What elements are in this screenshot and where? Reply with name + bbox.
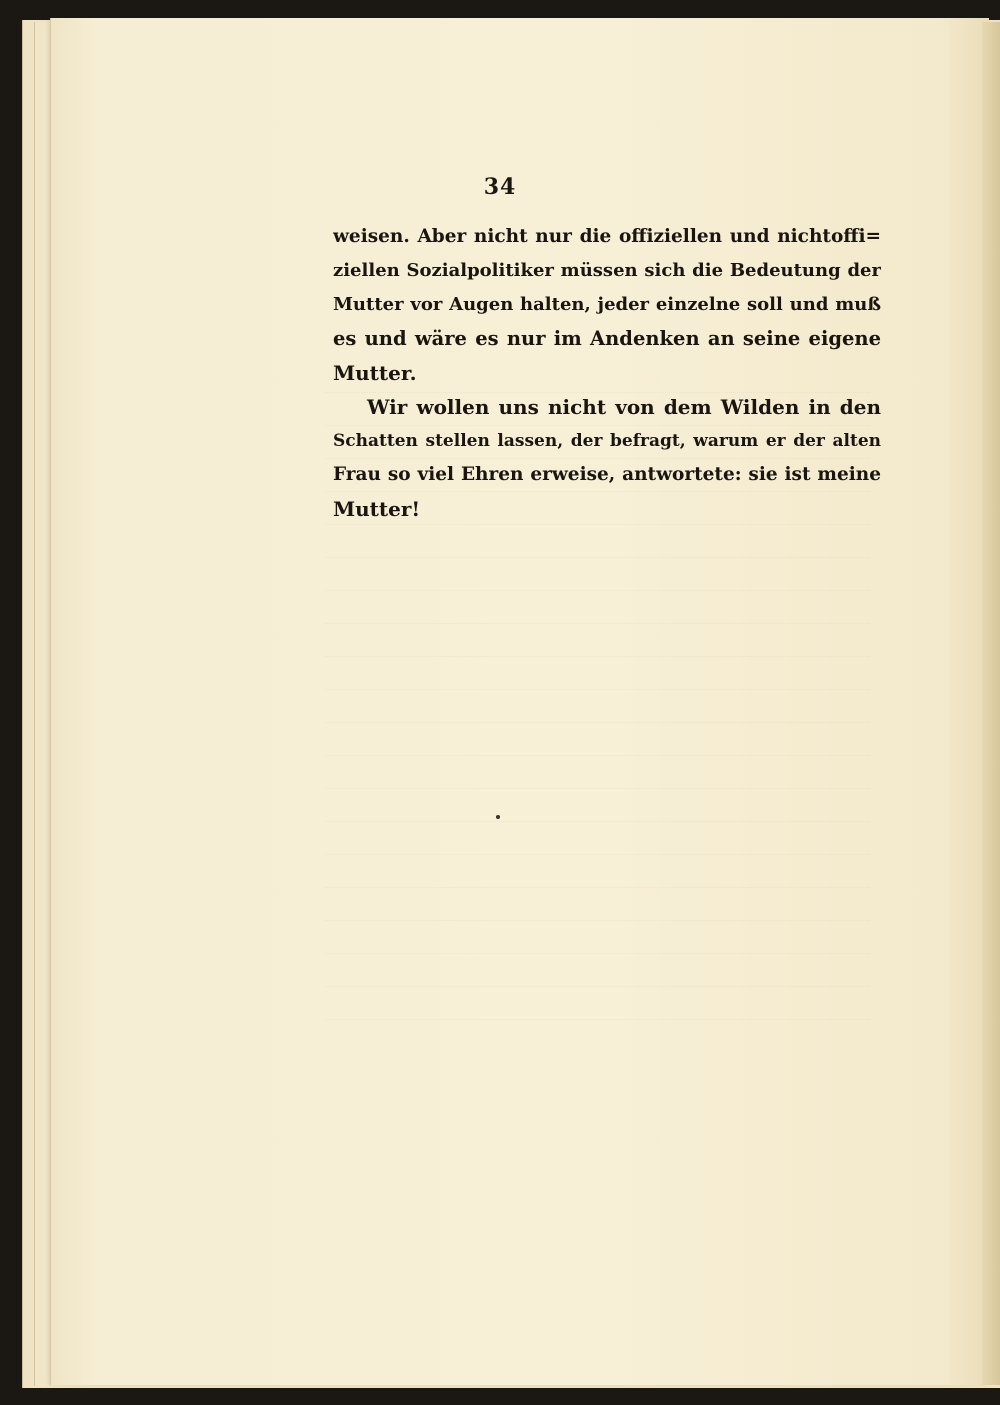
text-line: Mutter vor Augen halten, jeder einzelne soll und muß [333,294,881,315]
text-line: Mutter! [333,497,421,521]
page-number: 34 [483,174,517,200]
text-line: Frau so viel Ehren erweise, antwortete: sie ist meine [333,464,881,485]
ink-speck [496,815,500,819]
body-text [333,220,881,526]
text-line: es und wäre es nur im Andenken an seine eigene [333,327,881,350]
text-line: Mutter. [333,361,417,385]
text-line: ziellen Sozialpolitiker müssen sich die Bedeutung der [333,260,881,281]
right-page-edge [982,22,1000,1385]
text-line: Wir wollen uns nicht von dem Wilden in den [367,395,881,419]
text-line: Schatten stellen lassen, der befragt, warum er der alten [333,431,881,451]
text-line: weisen. Aber nicht nur die offiziellen und nichtoffi= [333,226,881,247]
